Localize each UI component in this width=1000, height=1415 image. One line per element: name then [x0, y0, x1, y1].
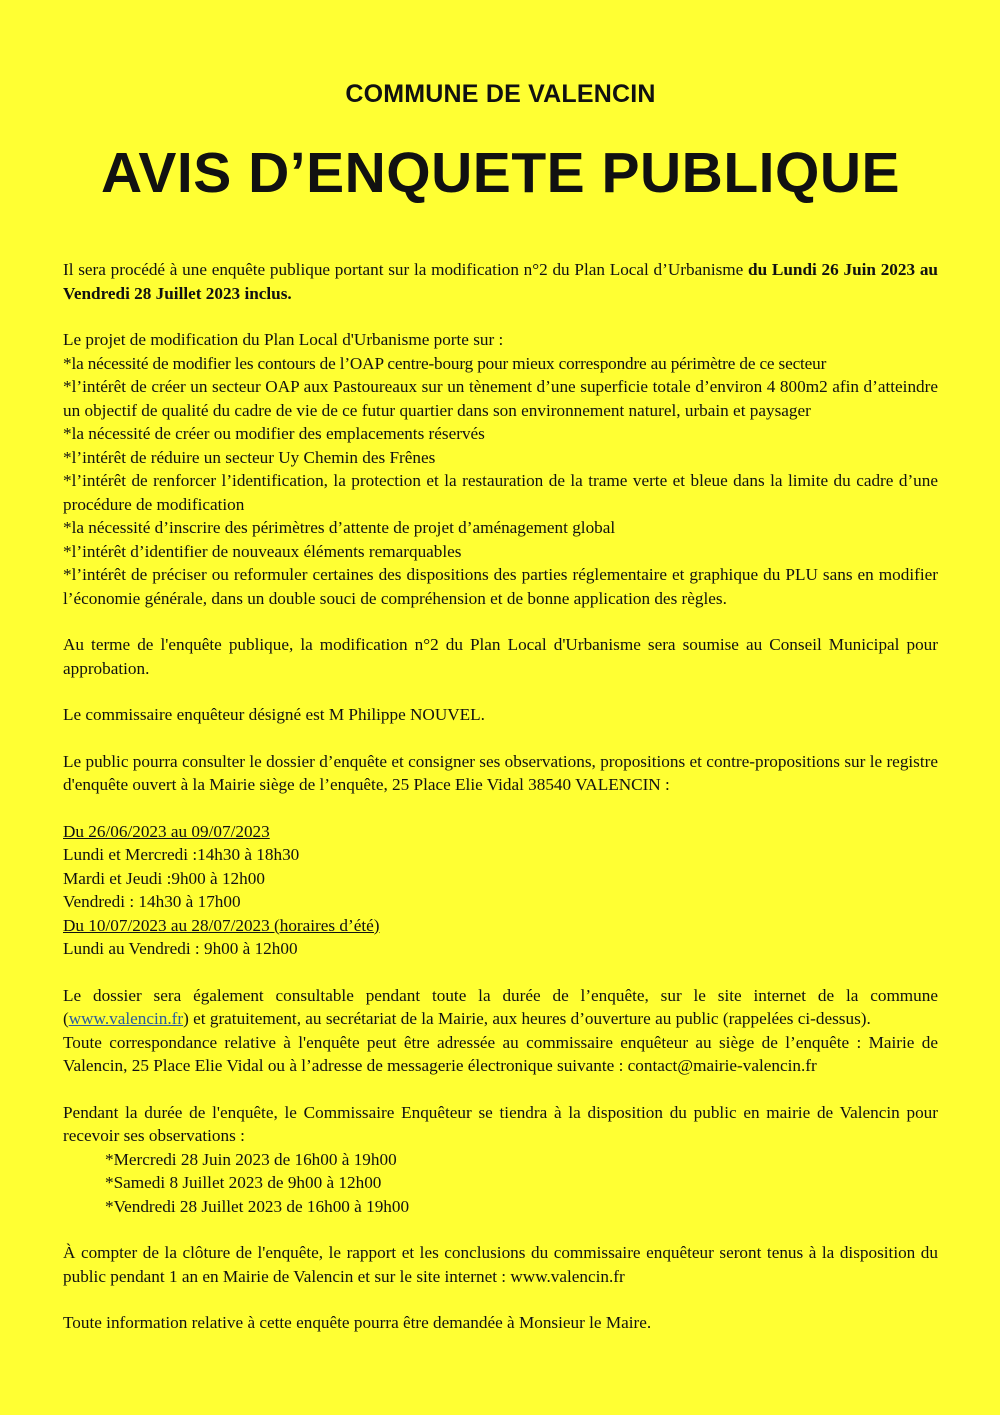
horaires-line: Vendredi : 14h30 à 17h00	[63, 892, 241, 911]
projet-item: *l’intérêt de renforcer l’identification, la protection et la restauration de la trame verte et bleue dans la limite du cadre d’une procédure de modification	[63, 471, 938, 514]
commissaire-paragraph: Le commissaire enquêteur désigné est M Philippe NOUVEL.	[63, 705, 485, 724]
dossier-text-after: ) et gratuitement, au secrétariat de la Mairie, aux heures d’ouverture au public (rappelées ci-dessus).	[183, 1009, 871, 1028]
horaires-period-1: Du 26/06/2023 au 09/07/2023	[63, 821, 270, 841]
permanence-item: *Vendredi 28 Juillet 2023 de 16h00 à 19h00	[105, 1196, 410, 1216]
intro-paragraph	[63, 258, 938, 305]
consultation-paragraph: Le public pourra consulter le dossier d’enquête et consigner ses observations, propositions et contre-propositions sur le registre d'enquête ouvert à la Mairie siège de l’enquête, 25 Place Elie Vidal 38540 VALENCIN :	[63, 751, 938, 794]
horaires-line: Lundi et Mercredi :14h30 à 18h30	[63, 845, 300, 864]
intro-text: Il sera procédé à une enquête publique portant sur la modification n°2 du Plan Local d’Urbanisme	[63, 260, 749, 279]
projet-item: *l’intérêt de réduire un secteur Uy Chemin des Frênes	[63, 447, 436, 467]
projet-lead: Le projet de modification du Plan Local d'Urbanisme porte sur :	[63, 330, 504, 349]
projet-item: *la nécessité de modifier les contours de l’OAP centre-bourg pour mieux correspondre au périmètre de ce secteur	[63, 353, 827, 373]
projet-item: *l’intérêt de préciser ou reformuler certaines des dispositions des parties réglementaire et graphique du PLU sans en modifier l’économie générale, dans un double souci de compréhension et de bonne application des règles.	[63, 565, 938, 608]
notice-page	[63, 0, 938, 1415]
terme-paragraph: Au terme de l'enquête publique, la modification n°2 du Plan Local d'Urbanisme sera soumise au Conseil Municipal pour approbation.	[63, 635, 938, 678]
projet-paragraph	[63, 328, 938, 610]
intro-dates: du Lundi 26 Juin 2023 au Vendredi 28 Juillet 2023 inclus.	[63, 260, 938, 303]
horaires-block	[63, 820, 938, 961]
commune-heading: COMMUNE DE VALENCIN	[345, 80, 656, 108]
horaires-line: Mardi et Jeudi :9h00 à 12h00	[63, 868, 265, 888]
permanence-item: *Samedi 8 Juillet 2023 de 9h00 à 12h00	[105, 1173, 382, 1192]
cloture-paragraph: À compter de la clôture de l'enquête, le rapport et les conclusions du commissaire enquêteur seront tenus à la disposition du public pendant 1 an en Mairie de Valencin et sur le site internet : www.valencin.fr	[63, 1243, 938, 1286]
projet-item: *la nécessité de créer ou modifier des emplacements réservés	[63, 424, 485, 443]
permanences-block	[63, 1101, 938, 1219]
information-paragraph: Toute information relative à cette enquête pourra être demandée à Monsieur le Maire.	[63, 1313, 652, 1332]
website-link[interactable]: www.valencin.fr	[68, 1009, 184, 1028]
horaires-period-2: Du 10/07/2023 au 28/07/2023 (horaires d’été)	[63, 915, 380, 935]
notice-body	[63, 258, 938, 1358]
projet-item: *l’intérêt d’identifier de nouveaux éléments remarquables	[63, 541, 462, 561]
projet-item: *l’intérêt de créer un secteur OAP aux Pastoureaux sur un tènement d’une superficie totale d’environ 4 800m2 afin d’atteindre un objectif de qualité du cadre de vie de ce futur quartier dans son environnement naturel, urbain et paysager	[63, 377, 938, 420]
dossier-text-before: Le dossier sera également consultable pendant toute la durée de l’enquête, sur le site internet de la commune (	[63, 985, 938, 1028]
horaires-line: Lundi au Vendredi : 9h00 à 12h00	[63, 939, 298, 958]
projet-item: *la nécessité d’inscrire des périmètres d’attente de projet d’aménagement global	[63, 518, 616, 537]
correspondance-paragraph: Toute correspondance relative à l'enquête peut être adressée au commissaire enquêteur au siège de l’enquête : Mairie de Valencin, 25 Place Elie Vidal ou à l’adresse de messagerie électronique suivante : contact@mairie-valencin.fr	[63, 1032, 938, 1075]
notice-title: AVIS D’ENQUETE PUBLIQUE	[100, 141, 901, 205]
permanences-lead: Pendant la durée de l'enquête, le Commissaire Enquêteur se tiendra à la disposition du public en mairie de Valencin pour recevoir ses observations :	[63, 1102, 938, 1145]
permanence-item: *Mercredi 28 Juin 2023 de 16h00 à 19h00	[105, 1149, 397, 1169]
dossier-paragraph	[63, 984, 938, 1031]
